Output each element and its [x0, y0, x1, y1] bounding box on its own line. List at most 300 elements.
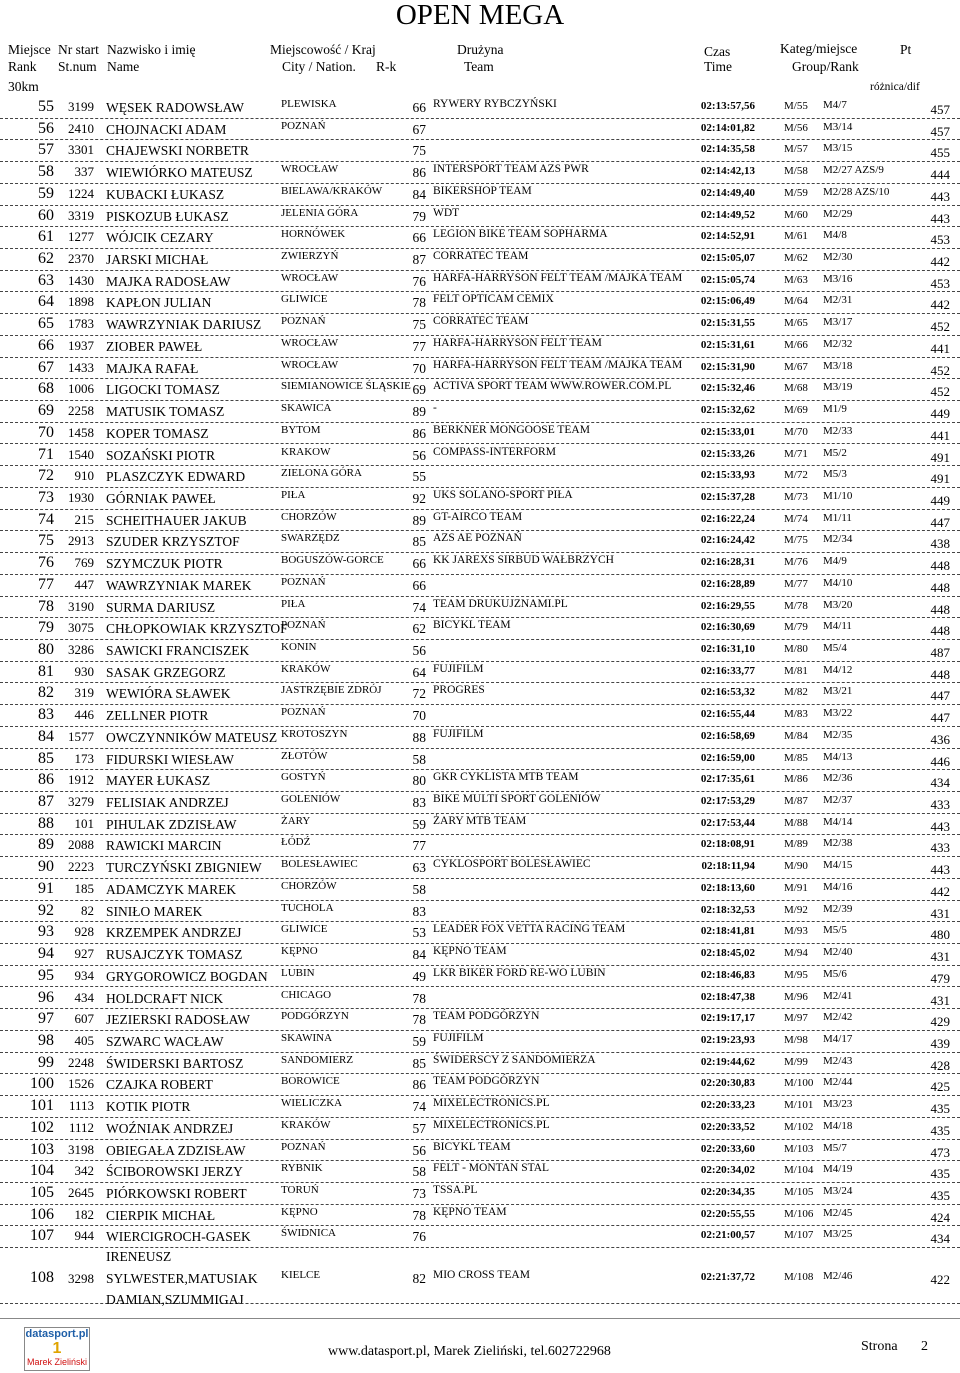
team-cell: LEGION BIKE TEAM SOPHARMA — [433, 228, 608, 241]
start-cell: 215 — [74, 511, 94, 527]
rank-cell: 73 — [38, 488, 54, 506]
team-cell: AZS AE POZNAŃ — [433, 532, 522, 545]
table-row — [0, 791, 960, 814]
rk-cell: 58 — [412, 881, 426, 897]
team-cell: TEAM PODGÓRZYN — [433, 1010, 540, 1023]
city-cell: KĘPNO — [281, 1205, 318, 1218]
table-row — [0, 509, 960, 532]
rank-cell: 91 — [38, 879, 54, 897]
name-cell: WOŹNIAK ANDRZEJ — [106, 1120, 234, 1136]
team-cell: BIKE MULTI SPORT GOLENIÓW — [433, 793, 601, 806]
rank-cell: 84 — [38, 727, 54, 745]
header-time-2: Time — [704, 59, 733, 74]
rank-cell: 96 — [38, 988, 54, 1006]
points-cell: 455 — [930, 145, 950, 161]
table-row — [0, 769, 960, 792]
rk-cell: 57 — [412, 1120, 426, 1136]
time-cell: 02:21:00,57 — [700, 1229, 755, 1242]
time-cell: 02:18:13,60 — [700, 881, 755, 894]
table-row — [0, 161, 960, 184]
rk-cell: 78 — [412, 295, 426, 311]
city-cell: GOSTYŃ — [281, 771, 326, 784]
group-cell: M5/2 — [823, 446, 847, 459]
table-row — [0, 1117, 960, 1140]
name-cell: RUSAJCZYK TOMASZ — [106, 947, 243, 963]
rank-cell: 76 — [38, 554, 54, 572]
name-cell: WÓJCIK CEZARY — [106, 230, 214, 246]
cat-cell: M/97 — [784, 1012, 808, 1025]
name-cell: ZIOBER PAWEŁ — [106, 338, 203, 354]
points-cell: 435 — [930, 1122, 950, 1138]
table-row — [0, 1139, 960, 1162]
time-cell: 02:18:45,02 — [700, 947, 755, 960]
city-cell: WROCŁAW — [281, 358, 339, 371]
cat-cell: M/101 — [784, 1099, 814, 1112]
points-cell: 457 — [930, 123, 950, 139]
group-cell: M4/16 — [823, 880, 853, 893]
header-rk: R-k — [376, 59, 397, 74]
points-cell: 491 — [930, 449, 950, 465]
city-cell: POZNAŃ — [281, 315, 326, 328]
city-cell: SKAWINA — [281, 1031, 333, 1044]
city-cell: BYTOM — [281, 423, 321, 436]
group-cell: M3/25 — [823, 1228, 853, 1241]
logo-author: Marek Zieliński — [26, 1357, 87, 1367]
group-cell: M2/41 — [823, 989, 853, 1002]
name-cell: WIERCIGROCH-GASEK — [106, 1229, 251, 1245]
name-cell: CIERPIK MICHAŁ — [106, 1207, 216, 1223]
start-cell: 2248 — [68, 1054, 94, 1070]
header-city-1: Miejscowość / Kraj — [270, 42, 376, 57]
start-cell: 607 — [74, 1011, 94, 1027]
start-cell: 1937 — [68, 337, 94, 353]
rank-cell: 105 — [30, 1184, 54, 1201]
group-cell: M2/39 — [823, 902, 853, 915]
rank-cell: 60 — [38, 206, 54, 224]
rank-cell: 90 — [38, 858, 54, 876]
time-cell: 02:21:37,72 — [700, 1271, 755, 1283]
time-cell: 02:14:49,40 — [700, 186, 755, 199]
team-cell: ŻARY MTB TEAM — [433, 814, 527, 827]
rk-cell: 56 — [412, 1142, 426, 1158]
group-cell: M3/17 — [823, 316, 853, 329]
team-cell: ACTIVA SPORT TEAM WWW.ROWER.COM.PL — [433, 380, 672, 393]
team-cell: MIXELECTRONICS.PL — [433, 1118, 550, 1131]
time-cell: 02:16:58,69 — [700, 729, 755, 742]
group-cell: M5/7 — [823, 1141, 847, 1154]
rank-cell: 82 — [38, 684, 54, 702]
name-cell: MAJKA RADOSŁAW — [106, 273, 231, 289]
rk-cell: 59 — [412, 816, 426, 832]
start-cell: 2223 — [68, 859, 94, 875]
time-cell: 02:14:52,91 — [700, 230, 755, 243]
points-cell: 480 — [930, 927, 950, 943]
points-cell: 448 — [930, 601, 950, 617]
time-cell: 02:14:35,58 — [700, 143, 755, 156]
rk-cell: 66 — [412, 230, 426, 246]
header-rank-2: Rank — [8, 59, 37, 74]
table-row — [0, 248, 960, 271]
team-cell: CORRATEC TEAM — [433, 250, 529, 263]
rk-cell: 66 — [412, 100, 426, 115]
name-cell: SZUDER KRZYSZTOF — [106, 534, 240, 550]
group-cell: M3/24 — [823, 1185, 853, 1197]
cat-cell: M/92 — [784, 903, 808, 916]
table-row — [0, 530, 960, 553]
table-row — [0, 661, 960, 684]
team-cell: BICYKL TEAM — [433, 619, 511, 632]
points-cell: 433 — [930, 797, 950, 813]
cat-cell: M/76 — [784, 556, 808, 569]
group-cell: M3/23 — [823, 1098, 853, 1111]
group-cell: M3/19 — [823, 381, 853, 394]
table-row — [0, 205, 960, 228]
rk-cell: 78 — [412, 1012, 426, 1028]
city-cell: CHICAGO — [281, 988, 332, 1001]
name-cell: ŚCIBOROWSKI JERZY — [106, 1164, 243, 1180]
time-cell: 02:17:53,29 — [700, 795, 755, 808]
table-row — [0, 400, 960, 423]
rank-cell: 87 — [38, 793, 54, 811]
points-cell: 438 — [930, 536, 950, 552]
cat-cell: M/77 — [784, 577, 808, 590]
start-cell: 101 — [74, 815, 94, 831]
city-cell: BIELAWA/KRAKÓW — [281, 184, 383, 197]
points-cell: 431 — [930, 905, 950, 921]
team-cell: FELT - MONTAN STAL — [433, 1162, 550, 1175]
rk-cell: 89 — [412, 512, 426, 528]
start-cell: 930 — [74, 663, 94, 679]
start-cell: 1430 — [68, 272, 94, 288]
start-cell: 446 — [74, 707, 94, 723]
rk-cell: 69 — [412, 382, 426, 398]
cat-cell: M/62 — [784, 252, 808, 265]
rk-cell: 88 — [412, 729, 426, 745]
team-cell: WDT — [433, 206, 460, 219]
rank-cell: 85 — [38, 749, 54, 767]
time-cell: 02:14:01,82 — [700, 121, 755, 134]
rk-cell: 76 — [412, 1229, 426, 1245]
time-cell: 02:18:46,83 — [700, 968, 755, 981]
cat-cell: M/105 — [784, 1186, 814, 1198]
cat-cell: M/71 — [784, 447, 808, 460]
name-cell: WĘSEK RADOWSŁAW — [106, 100, 245, 115]
name-cell: KOTIK PIOTR — [106, 1099, 191, 1115]
rank-cell: 59 — [38, 184, 54, 202]
points-cell: 452 — [930, 362, 950, 378]
group-cell: M2/44 — [823, 1076, 853, 1089]
table-row — [0, 1008, 960, 1031]
name-cell: CHAJEWSKI NORBETR — [106, 143, 249, 159]
time-cell: 02:16:33,77 — [700, 664, 755, 677]
group-cell: M3/20 — [823, 598, 853, 611]
cat-cell: M/104 — [784, 1164, 814, 1177]
name-cell: WAWRZYNIAK MAREK — [106, 577, 252, 593]
name-cell: PLASZCZYK EDWARD — [106, 469, 246, 485]
points-cell: 436 — [930, 731, 950, 747]
rank-cell: 78 — [38, 597, 54, 615]
start-cell: 1930 — [68, 489, 94, 505]
table-row — [0, 617, 960, 640]
cat-cell: M/81 — [784, 664, 808, 677]
time-cell: 02:19:44,62 — [700, 1055, 755, 1068]
cat-cell: M/78 — [784, 599, 808, 612]
name-cell: CHOJNACKI ADAM — [106, 121, 227, 137]
cat-cell: M/72 — [784, 469, 808, 482]
points-cell: 449 — [930, 492, 950, 508]
city-cell: HORNÓWEK — [281, 228, 346, 241]
name-cell: SURMA DARIUSZ — [106, 599, 216, 615]
name-line-1: IRENEUSZ — [106, 1249, 172, 1264]
group-cell: M3/14 — [823, 120, 853, 133]
time-cell: 02:20:55,55 — [700, 1207, 755, 1220]
start-cell: 2913 — [68, 533, 94, 549]
points-cell: 424 — [930, 1209, 950, 1225]
group-cell: M4/10 — [823, 576, 853, 589]
name-cell: WEWIÓRA SŁAWEK — [106, 686, 231, 702]
group-cell: M4/12 — [823, 663, 853, 676]
cat-cell: M/87 — [784, 795, 808, 808]
name-cell: KUBACKI ŁUKASZ — [106, 186, 225, 202]
group-cell: M2/42 — [823, 1011, 853, 1024]
group-cell: M2/35 — [823, 728, 853, 741]
city-cell: ZWIERZYŃ — [281, 250, 339, 263]
rk-cell: 72 — [412, 686, 426, 702]
team-cell: FUJIFILM — [433, 727, 484, 740]
city-cell: SKAWICA — [281, 402, 332, 415]
points-cell: 443 — [930, 862, 950, 878]
time-cell: 02:16:31,10 — [700, 643, 755, 655]
team-cell: TSSA.PL — [433, 1184, 478, 1196]
table-row — [0, 291, 960, 314]
city-cell: ŁÓDŹ — [281, 836, 311, 849]
time-cell: 02:18:32,53 — [700, 903, 755, 916]
rk-cell: 62 — [412, 621, 426, 637]
table-row — [0, 96, 960, 119]
rk-cell: 82 — [412, 1271, 426, 1286]
cat-cell: M/94 — [784, 947, 808, 960]
start-cell: 185 — [74, 880, 94, 896]
rank-cell: 81 — [38, 662, 54, 680]
name-cell: TURCZYŃSKI ZBIGNIEW — [106, 860, 262, 876]
rk-cell: 49 — [412, 968, 426, 984]
table-row — [0, 748, 960, 771]
points-cell: 447 — [930, 710, 950, 726]
group-cell: M4/9 — [823, 555, 847, 568]
rk-cell: 74 — [412, 599, 426, 615]
cat-cell: M/85 — [784, 751, 808, 764]
rk-cell: 92 — [412, 490, 426, 506]
rk-cell: 59 — [412, 1033, 426, 1049]
cat-cell: M/70 — [784, 425, 808, 438]
team-cell: CORRATEC TEAM — [433, 315, 529, 328]
team-cell: COMPASS-INTERFORM — [433, 445, 556, 458]
time-cell: 02:15:05,74 — [700, 273, 755, 286]
header-pt: Pt — [900, 42, 912, 57]
start-cell: 1433 — [68, 359, 94, 375]
header-city-2: City / Nation. — [282, 59, 356, 74]
city-cell: POZNAŃ — [281, 706, 326, 719]
time-cell: 02:20:33,52 — [700, 1120, 755, 1133]
header-name-1: Nazwisko i imię — [107, 42, 196, 57]
group-cell: M4/8 — [823, 229, 847, 242]
cat-cell: M/73 — [784, 490, 808, 503]
rk-cell: 79 — [412, 208, 426, 224]
header-cat-2: Group/Rank — [792, 59, 859, 74]
cat-cell: M/80 — [784, 643, 808, 655]
city-cell: SWARZĘDZ — [281, 532, 340, 545]
time-cell: 02:16:30,69 — [700, 621, 755, 634]
cat-cell: M/67 — [784, 360, 808, 373]
start-cell: 3075 — [68, 620, 94, 636]
page-title: OPEN MEGA — [395, 0, 565, 31]
table-row — [0, 313, 960, 336]
name-cell: CHŁOPKOWIAK KRZYSZTOF — [106, 621, 288, 637]
group-cell: M4/14 — [823, 815, 853, 828]
team-cell: BICYKL TEAM — [433, 1140, 511, 1153]
rk-cell: 83 — [412, 795, 426, 811]
rk-cell: 85 — [412, 1055, 426, 1071]
table-row — [0, 965, 960, 988]
time-cell: 02:17:53,44 — [700, 816, 755, 829]
logo-number: 1 — [52, 1340, 62, 1357]
start-cell: 434 — [74, 989, 94, 1005]
points-cell: 443 — [930, 210, 950, 226]
start-cell: 3301 — [68, 142, 94, 158]
points-cell: 448 — [930, 579, 950, 595]
city-cell: BOLESŁAWIEC — [281, 858, 358, 871]
time-cell: 02:16:28,31 — [700, 556, 755, 569]
rank-cell: 75 — [38, 532, 54, 550]
team-cell: INTERSPORT TEAM AZS PWR — [433, 163, 589, 176]
cat-cell: M/89 — [784, 838, 808, 851]
start-cell: 769 — [74, 555, 94, 571]
rk-cell: 86 — [412, 1077, 426, 1093]
time-cell: 02:16:59,00 — [700, 751, 755, 764]
team-cell: RYWERY RYBCZYŃSKI — [433, 98, 557, 110]
rank-cell: 65 — [38, 315, 54, 333]
points-cell: 457 — [930, 102, 950, 117]
start-cell: 173 — [74, 750, 94, 766]
rk-cell: 86 — [412, 165, 426, 181]
rank-cell: 58 — [38, 163, 54, 181]
city-cell: GLIWICE — [281, 923, 328, 936]
city-cell: KĘPNO — [281, 945, 318, 958]
time-cell: 02:20:33,60 — [700, 1142, 755, 1155]
cat-cell: M/55 — [784, 100, 808, 112]
footer-page-number: 2 — [921, 1339, 928, 1354]
city-cell: SIEMIANOWICE ŚLĄSKIE — [281, 380, 411, 393]
start-cell: 3279 — [68, 794, 94, 810]
table-row — [0, 682, 960, 705]
cat-cell: M/99 — [784, 1055, 808, 1068]
name-cell: OWCZYNNIKÓW MATEUSZ — [106, 729, 278, 745]
city-cell: GOLENIÓW — [281, 793, 341, 806]
group-cell: M2/45 — [823, 1206, 853, 1219]
table-row — [0, 878, 960, 901]
rank-cell: 89 — [38, 836, 54, 854]
group-cell: M3/22 — [823, 707, 853, 720]
cat-cell: M/75 — [784, 534, 808, 547]
team-cell: KĘPNO TEAM — [433, 945, 507, 958]
time-cell: 02:16:29,55 — [700, 599, 755, 612]
city-cell: JELENIA GÓRA — [281, 206, 359, 219]
cat-cell: M/56 — [784, 121, 808, 134]
points-cell: 446 — [930, 753, 950, 769]
time-cell: 02:16:28,89 — [700, 577, 755, 590]
rank-cell: 61 — [38, 228, 54, 246]
group-cell: M2/43 — [823, 1054, 853, 1067]
points-cell: 447 — [930, 514, 950, 530]
name-cell: MATUSIK TOMASZ — [106, 404, 225, 420]
header-rank-1: Miejsce — [8, 42, 51, 57]
rank-cell: 55 — [38, 98, 54, 115]
rk-cell: 75 — [412, 317, 426, 333]
rk-cell: 78 — [412, 990, 426, 1006]
table-row — [0, 704, 960, 727]
team-cell: PROGRES — [433, 684, 485, 697]
city-cell: WROCŁAW — [281, 163, 339, 176]
time-cell: 02:20:33,23 — [700, 1099, 755, 1112]
name-cell: GÓRNIAK PAWEŁ — [106, 490, 216, 506]
city-cell: SANDOMIERZ — [281, 1053, 354, 1066]
team-cell: KĘPNO TEAM — [433, 1205, 507, 1218]
time-cell: 02:15:31,55 — [700, 317, 755, 330]
rank-cell: 56 — [38, 119, 54, 137]
group-cell: M4/11 — [823, 620, 852, 633]
city-cell: CHORZÓW — [281, 879, 337, 892]
rank-cell: 83 — [38, 706, 54, 724]
rank-cell: 88 — [38, 814, 54, 832]
table-row — [0, 574, 960, 597]
points-cell: 429 — [930, 1014, 950, 1030]
team-cell: HARFA-HARRYSON FELT TEAM — [433, 336, 602, 349]
start-cell: 405 — [74, 1032, 94, 1048]
rank-cell: 70 — [38, 423, 54, 441]
start-cell: 1224 — [68, 185, 94, 201]
start-cell: 2088 — [68, 837, 94, 853]
team-cell: CYKLOSPORT BOLESŁAWIEC — [433, 858, 591, 871]
points-cell: 453 — [930, 275, 950, 291]
start-cell: 1577 — [68, 728, 94, 744]
time-cell: 02:16:55,44 — [700, 708, 755, 721]
time-cell: 02:15:33,26 — [700, 447, 755, 460]
points-cell: 441 — [930, 340, 950, 356]
start-cell: 1277 — [68, 229, 94, 245]
group-cell: M4/15 — [823, 859, 853, 872]
time-cell: 02:20:30,83 — [700, 1077, 755, 1090]
table-row — [0, 552, 960, 575]
city-cell: KONIN — [281, 641, 317, 653]
points-cell: 442 — [930, 254, 950, 270]
cat-cell: M/65 — [784, 317, 808, 330]
points-cell: 444 — [930, 167, 950, 183]
rk-cell: 83 — [412, 903, 426, 919]
rank-cell: 97 — [38, 1010, 54, 1028]
city-cell: KRAKOW — [281, 445, 331, 458]
start-cell: 927 — [74, 946, 94, 962]
table-row — [0, 921, 960, 944]
table-row — [0, 226, 960, 249]
cat-cell: M/63 — [784, 273, 808, 286]
rk-cell: 56 — [412, 643, 426, 658]
city-cell: GLIWICE — [281, 293, 328, 306]
cat-cell: M/82 — [784, 686, 808, 699]
rank-cell: 86 — [38, 771, 54, 789]
rk-cell: 84 — [412, 186, 426, 202]
name-cell: SAWICKI FRANCISZEK — [106, 643, 250, 658]
group-cell: M3/18 — [823, 359, 853, 372]
